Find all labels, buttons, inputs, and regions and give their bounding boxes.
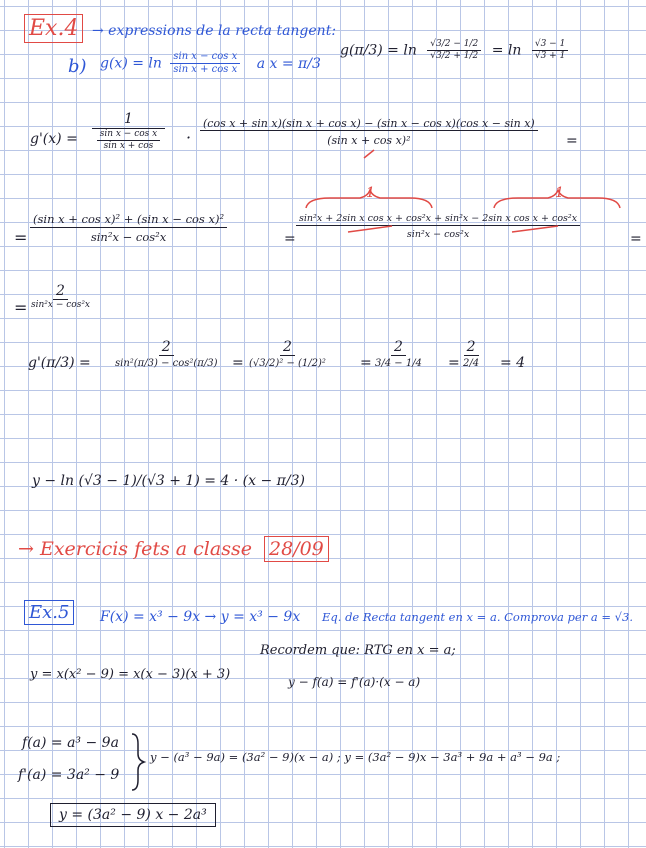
class-exercises-text: → Exercicis fets a classe xyxy=(18,538,252,560)
gprime-eq3: = xyxy=(448,355,460,371)
step2-equals-2: = xyxy=(284,231,296,247)
gprime-eq1: = xyxy=(232,355,244,371)
step4-fraction: $\frac{2}{\text{sin²x − cos²x}}$ xyxy=(31,283,91,310)
f-of-a: f(a) = a³ − 9a xyxy=(22,735,119,751)
exercise-4-label: Ex.4 xyxy=(24,18,83,40)
tangent-line-ex4: y − ln (√3 − 1)/(√3 + 1) = 4 · (x − π/3) xyxy=(32,473,305,489)
gprime-pi3-frac4: $\frac{2}{2/4}$ xyxy=(463,339,480,369)
rtg-formula: y − f(a) = f'(a)·(x − a) xyxy=(288,675,421,689)
step3-fraction: $\frac{\text{sin²x + 2sin x cos x + cos²x + sin²x − 2sin x cos x + cos²x}}{\text{sin²x − cos²x}}$ xyxy=(296,214,580,239)
derivative-first-factor: $\frac{1}{\frac{\text{sin x − cos x}}{\text{sin x + cos}}}$ xyxy=(92,112,165,151)
gprime-result: = 4 xyxy=(500,355,526,371)
factorization: y = x(x² − 9) = x(x − 3)(x + 3) xyxy=(30,667,231,682)
gprime-eq2: = xyxy=(360,355,372,371)
step2-fraction: $\frac{\text{(sin x + cos x)² + (sin x − cos x)²}}{\text{sin²x − cos²x}}$ xyxy=(30,214,227,243)
exercise-5-label: Ex.5 xyxy=(24,604,74,622)
exercise-5-statement: F(x) = x³ − 9x → y = x³ − 9x xyxy=(100,609,301,625)
derivative-equals: = xyxy=(566,133,578,149)
g-at-pi-over-3: g(π/3) = ln $\frac{√3/2 - 1/2}{√3/2 + 1/2}$ = ln $\frac{√3 - 1}{√3 + 1}$ xyxy=(340,40,568,61)
gprime-pi3-lhs: g'(π/3) = xyxy=(28,355,91,371)
substitution: y − (a³ − 9a) = (3a² − 9)(x − a) ; y = (3a² − 9)x − 3a³ + 9a + a³ − 9a ; xyxy=(150,750,561,764)
crossout-3 xyxy=(364,150,374,158)
final-result: y = (3a² − 9) x − 2a³ xyxy=(50,808,216,822)
exercise-4-title: → expressions de la recta tangent: xyxy=(92,23,337,39)
brace-one-left: 1 xyxy=(366,185,375,201)
step4-equals: = xyxy=(14,298,28,317)
remember-rtg: Recordem que: RTG en x = a; xyxy=(260,643,456,658)
step3-equals: = xyxy=(630,231,642,247)
gprime-pi3-frac3: $\frac{2}{3/4 - 1/4}$ xyxy=(375,339,422,369)
step2-equals: = xyxy=(14,228,28,247)
derivative-lhs: g'(x) = xyxy=(30,131,78,147)
fprime-of-a: f'(a) = 3a² − 9 xyxy=(18,767,120,783)
g-definition: g(x) = ln $\frac{\text{sin x − cos x}}{\text{sin x + cos x}}$ a x = π/3 xyxy=(100,51,321,75)
derivative-quotient: (cos x + sin x)(sin x + cos x) − (sin x − cos x)(cos x − sin x) (sin x + cos x)² xyxy=(200,118,538,146)
class-exercises-note xyxy=(18,540,329,559)
part-b-label: b) xyxy=(68,56,87,77)
brace-one-right: 1 xyxy=(555,185,564,201)
class-date: 28/09 xyxy=(264,536,329,562)
gprime-pi3-frac1: $\frac{2}{\text{sin²(π/3) − cos²(π/3)}}$ xyxy=(115,339,218,369)
gprime-pi3-frac2: $\frac{2}{\text{(√3/2)² − (1/2)²}}$ xyxy=(249,339,326,369)
system-brace xyxy=(132,734,144,790)
derivative-dot: · xyxy=(186,128,192,147)
exercise-5-task: Eq. de Recta tangent en x = a. Comprova per a = √3. xyxy=(322,610,633,624)
